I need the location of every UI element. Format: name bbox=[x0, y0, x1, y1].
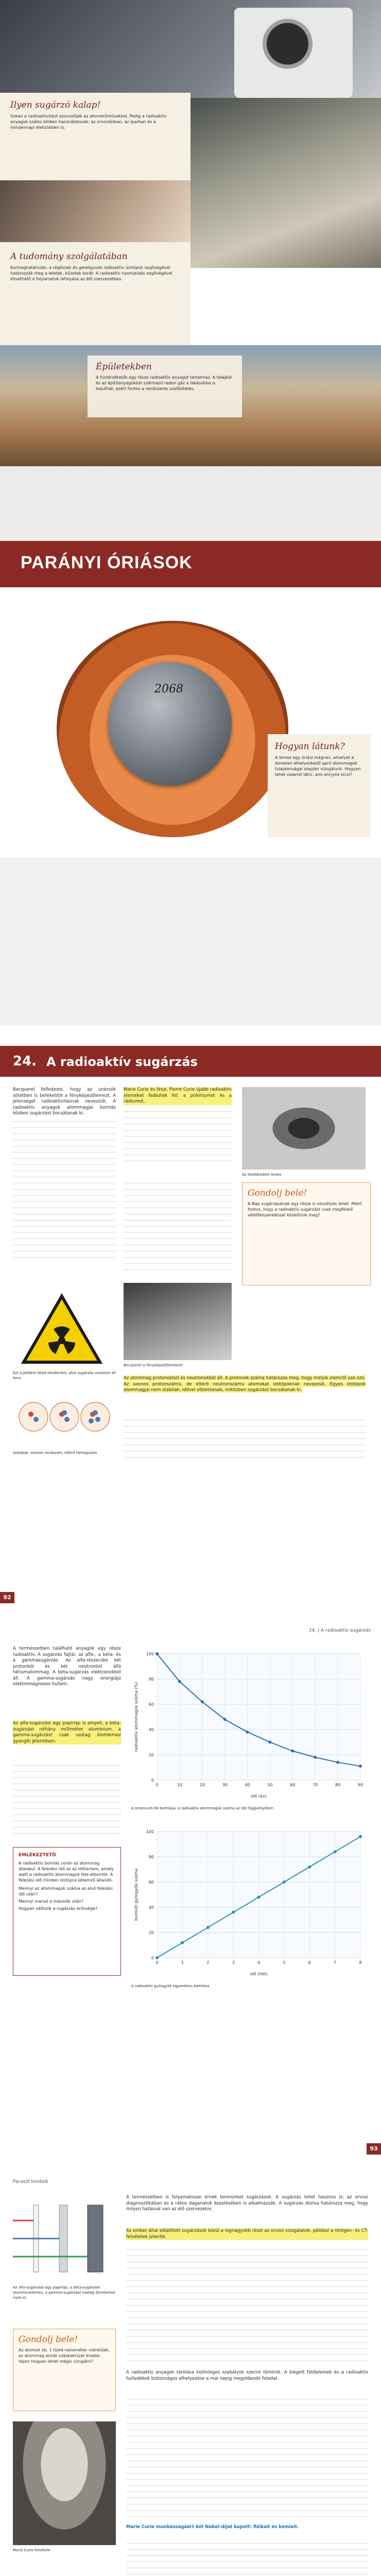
callout-lines bbox=[124, 1108, 232, 1165]
penetration-diagram bbox=[13, 2195, 116, 2282]
last-text-lines-2 bbox=[126, 2396, 368, 2519]
title-page bbox=[0, 466, 381, 1025]
x-axis-label: idő (hét) bbox=[250, 1972, 268, 1976]
y-tick-label: 0 bbox=[151, 1778, 154, 1783]
x-tick-label: 2 bbox=[206, 1960, 210, 1965]
becquerel-callout bbox=[124, 1087, 232, 1170]
reminder-box-text: A radioaktív bomlás során az atommag átalakul. A felezési idő az az időtartam, amely alatt a radioaktív atommagok fele elbomlik. A felezési idő minden izotópra jellemző állandó. bbox=[19, 1861, 114, 1883]
title-box bbox=[268, 734, 371, 837]
marie-callout: Marie Curie és férje, Pierre Curie újabb radioaktív elemeket fedeztek fel: a polóniumot és a rádiumot. bbox=[124, 1087, 232, 1104]
reminder-list-item: Mennyi az atommagok száma az első felezési idő után? bbox=[19, 1886, 113, 1896]
x-tick-label: 90 bbox=[357, 1783, 363, 1787]
bottom-grey bbox=[0, 858, 381, 1025]
radioactive-box-text: A Nap sugárzásának egy része is veszélyes lehet. Miért fontos, hogy a radioaktív sugárzást csak megfelelő védőfelszereléssel közelítsük meg? bbox=[248, 1201, 362, 1217]
reminder-box bbox=[13, 1847, 121, 1976]
chapter-title: PARÁNYI ÓRIÁSOK bbox=[21, 553, 193, 572]
chart-2-caption: A radioaktív gyöngyök egyenletes bomlása bbox=[131, 1984, 210, 1988]
data-point bbox=[336, 1761, 339, 1764]
x-tick-label: 20 bbox=[199, 1783, 205, 1787]
portrait-photo bbox=[0, 180, 190, 242]
chart-1-caption: A stroncium-90 bomlása: a radioaktív atommagok száma az idő függvényében bbox=[131, 1806, 274, 1810]
lesson-body bbox=[124, 1376, 366, 1394]
intro-box-1-text: Sokan a radioaktivitást azonosítják az atomerőművekkel. Pedig a radioaktív anyagok széles körben használatosak: az orvoslásban, az iparban és a mindennapi életünkben is. bbox=[10, 114, 167, 130]
x-tick-label: 10 bbox=[177, 1783, 182, 1787]
lesson-intro-lines bbox=[13, 1118, 116, 1262]
lesson-text-lines bbox=[124, 1180, 232, 1273]
x-tick-label: 50 bbox=[267, 1783, 273, 1787]
title-box-heading: Hogyan látunk? bbox=[275, 741, 345, 752]
last-main-highlight: Az ember által előállított sugárzások közül a legnagyobb részt az orvosi vizsgálatok, például a röntgen- és CT-felvételek jelentik. bbox=[126, 2228, 368, 2240]
data-point bbox=[291, 1750, 294, 1753]
y-tick-label: 20 bbox=[148, 1753, 154, 1757]
last-text-lines-1 bbox=[126, 2246, 368, 2365]
x-tick-label: 40 bbox=[245, 1783, 250, 1787]
plate-photo bbox=[242, 1087, 366, 1170]
data-point bbox=[201, 1700, 204, 1703]
data-point bbox=[181, 1941, 184, 1944]
plate-caption: Az elsötétedett lemez bbox=[242, 1173, 282, 1177]
lesson-body-lines bbox=[124, 1417, 366, 1463]
becquerel-photo bbox=[124, 1283, 232, 1360]
dosimeter-photo bbox=[234, 8, 353, 98]
chart-1-svg bbox=[131, 1646, 368, 1801]
think-box-title: Gondolj bele! bbox=[19, 2334, 78, 2345]
x-tick-label: 7 bbox=[334, 1960, 337, 1965]
y-axis-label: bomlott gyöngyök száma bbox=[134, 1868, 138, 1921]
reminder-box-title: EMLÉKEZTETŐ bbox=[19, 1853, 56, 1858]
data-point bbox=[257, 1895, 261, 1899]
intro-box-1 bbox=[0, 93, 190, 180]
x-tick-label: 4 bbox=[257, 1960, 261, 1965]
intro-box-2 bbox=[0, 242, 190, 345]
chart-2 bbox=[131, 1824, 368, 1978]
data-point bbox=[178, 1680, 181, 1683]
x-tick-label: 0 bbox=[155, 1960, 159, 1965]
y-tick-label: 40 bbox=[148, 1905, 154, 1910]
radioactive-box-title: Gondolj bele! bbox=[248, 1188, 307, 1198]
data-point bbox=[232, 1911, 235, 1914]
y-tick-label: 80 bbox=[148, 1677, 154, 1682]
data-point bbox=[308, 1866, 311, 1869]
last-main-text: A természetben is folyamatosan érnek bennünket sugárzások. A sugárzás lehet hasznos is: az orvosi diagnosztikában és a rákos daganatok kezelésében is alkalmazzák. A sugárzás dózisa határozza meg, hogy milyen hatással van az élő szervezetre. bbox=[126, 2195, 368, 2212]
think-box bbox=[13, 2329, 116, 2411]
x-tick-label: 5 bbox=[283, 1960, 286, 1965]
intro-box-2-text: Kormeghatározás: a régészek és geológusok radioaktív izotópok segítségével határozzák meg a leletek, kőzetek korát. A radioaktív nyomjelzés segítségével követhető a folyamatok lefolyása az élő szervezetben. bbox=[10, 265, 172, 281]
data-point bbox=[334, 1850, 337, 1853]
data-point bbox=[359, 1835, 362, 1838]
last-header-left: Paraszt lombok bbox=[13, 2179, 48, 2184]
penetration-caption: Az alfa-sugárzást egy papírlap, a béta-sugárzást alumíniumlemez, a gamma-sugárzást vastag ólomlemez nyeli el. bbox=[13, 2285, 115, 2300]
reminder-list-item: Mennyi marad a második után? bbox=[19, 1899, 84, 1904]
title-box-text: A lemez egy óriási mágnes, amelyet a lemezen elhelyezkedő apró atommagok tulajdonságai alapján vizsgálunk. Hogyan lehet valamit látni, ami ennyire kicsi? bbox=[275, 755, 361, 777]
chart-page-header: 24. | A radioaktív sugárzás bbox=[308, 1628, 371, 1633]
data-point bbox=[283, 1880, 286, 1884]
sign-caption: Ezt a jelölést látod mindenhol, ahol sugárzás veszélye áll fenn bbox=[13, 1371, 116, 1380]
x-tick-label: 60 bbox=[290, 1783, 296, 1787]
y-tick-label: 60 bbox=[148, 1880, 154, 1885]
reminder-list-item: Hogyan változik a sugárzás erőssége? bbox=[19, 1906, 98, 1911]
intro-box-2-title: A tudomány szolgálatában bbox=[10, 251, 128, 262]
y-tick-label: 20 bbox=[148, 1930, 154, 1935]
radioactive-box bbox=[242, 1182, 371, 1285]
data-point bbox=[206, 1926, 210, 1929]
intro-box-3-title: Épületekben bbox=[96, 362, 152, 372]
x-tick-label: 70 bbox=[313, 1783, 318, 1787]
y-axis-label: radioaktív atommagok száma (%) bbox=[134, 1682, 138, 1752]
chart-page-highlight: Az alfa-sugárzást egy papírlap is elnyeli, a béta-sugárzást néhány milliméter alumínium, a gamma-sugárzást csak vastag ólomlemez gyengíti jelentősen. bbox=[13, 1721, 121, 1744]
x-tick-label: 80 bbox=[335, 1783, 341, 1787]
y-tick-label: 100 bbox=[146, 1652, 154, 1656]
data-point bbox=[314, 1756, 317, 1759]
chart-2-svg bbox=[131, 1824, 368, 1978]
x-tick-label: 0 bbox=[155, 1783, 159, 1787]
page-number-left: 92 bbox=[0, 1592, 14, 1603]
lesson-body-text: Az atommag protonokból és neutronokból áll. A protonok száma határozza meg, hogy melyik elemről van szó. Az azonos protonszámú, de eltérő neutronszámú atomokat izotópoknak nevezzük. Egyes izotópok atommagjai nem stabilak: idővel elbomlanak, miközben sugárzást bocsátanak ki. bbox=[124, 1376, 366, 1393]
intro-box-3 bbox=[88, 355, 242, 417]
page-number-right: 93 bbox=[367, 2143, 381, 2155]
lesson-number: 24. bbox=[13, 1054, 37, 1069]
chart-page-lines bbox=[13, 1762, 121, 1839]
curie-portrait bbox=[13, 2421, 116, 2545]
y-tick-label: 0 bbox=[151, 1956, 154, 1960]
y-tick-label: 80 bbox=[148, 1855, 154, 1859]
chart-page bbox=[0, 1607, 381, 2159]
portrait-caption: Marie Curie felvétele bbox=[13, 2548, 50, 2552]
disk-label: 2068 bbox=[154, 683, 183, 696]
tree-photo bbox=[190, 98, 381, 268]
top-grey-band bbox=[0, 466, 381, 541]
x-tick-label: 6 bbox=[308, 1960, 311, 1965]
y-tick-label: 100 bbox=[146, 1829, 154, 1834]
radiation-warning-icon bbox=[21, 1293, 103, 1365]
data-point bbox=[246, 1731, 249, 1734]
x-axis-label: idő (év) bbox=[251, 1794, 267, 1799]
intro-page bbox=[0, 0, 381, 466]
chart-page-text: A természetben található anyagok egy része radioaktív. A sugárzás fajtái: az alfa-, a béta- és a gammasugárzás. Az alfa-részecske két protonból és két neutronból álló héliumatommag. A béta-sugárzás elektronokból áll. A gamma-sugárzás nagy energiájú elektromágneses hullám. bbox=[13, 1646, 121, 1687]
y-tick-label: 40 bbox=[148, 1727, 154, 1732]
data-point bbox=[359, 1765, 362, 1768]
radioactive-sign bbox=[21, 1293, 103, 1365]
x-tick-label: 30 bbox=[222, 1783, 228, 1787]
lesson-intro: Becquerel felfedezte, hogy az uránsók sötétben is befeketítik a fényképezőlemezt. A jelenséget radioaktivitásnak nevezzük. A radioaktív anyagok atommagjai bomlás közben sugárzást bocsátanak ki. bbox=[13, 1087, 116, 1116]
intro-box-1-title: Ilyen sugárzó kalap! bbox=[10, 100, 101, 110]
disk bbox=[108, 662, 232, 786]
atoms-caption: Izotópok: azonos rendszám, eltérő tömegszám bbox=[13, 1451, 97, 1455]
chart-1 bbox=[131, 1646, 368, 1801]
last-text-lines-3 bbox=[126, 2540, 368, 2576]
data-point bbox=[155, 1652, 159, 1655]
data-point bbox=[268, 1741, 271, 1744]
y-tick-label: 60 bbox=[148, 1702, 154, 1707]
x-tick-label: 3 bbox=[232, 1960, 235, 1965]
x-tick-label: 8 bbox=[359, 1960, 362, 1965]
last-blue-text: Marie Curie munkásságáért két Nobel-díjat kapott: fizikait és kémiait. bbox=[126, 2524, 299, 2530]
intro-box-3-text: A füstérzékelők egy része radioaktív anyagot tartalmaz. A talajból és az építőanyagokból származó radon gáz a lakásokba is bejuthat, ezért fontos a rendszeres szellőztetés. bbox=[96, 375, 232, 391]
data-point bbox=[155, 1956, 159, 1959]
think-box-text: Az atomok kb. 1 tized nanométer méretűek, az atommag ennél százezerszer kisebb. Vajon hogyan lehet mégis vizsgálni? bbox=[19, 2348, 110, 2364]
data-point bbox=[223, 1718, 227, 1721]
x-tick-label: 1 bbox=[181, 1960, 184, 1965]
last-main-text-2: A radioaktív anyagok tárolása különleges szabályok szerint történik. A kiégett fűtőelemek és a radioaktív hulladékok biztonságos elhelyezése a mai napig megoldandó feladat. bbox=[126, 2370, 368, 2381]
last-page bbox=[0, 2159, 381, 2576]
lesson-page bbox=[0, 1025, 381, 1607]
becquerel-caption: Becquerel a fényképezőlemezzel bbox=[124, 1363, 183, 1367]
lesson-title: A radioaktív sugárzás bbox=[46, 1055, 198, 1069]
atoms-diagram bbox=[13, 1386, 116, 1448]
